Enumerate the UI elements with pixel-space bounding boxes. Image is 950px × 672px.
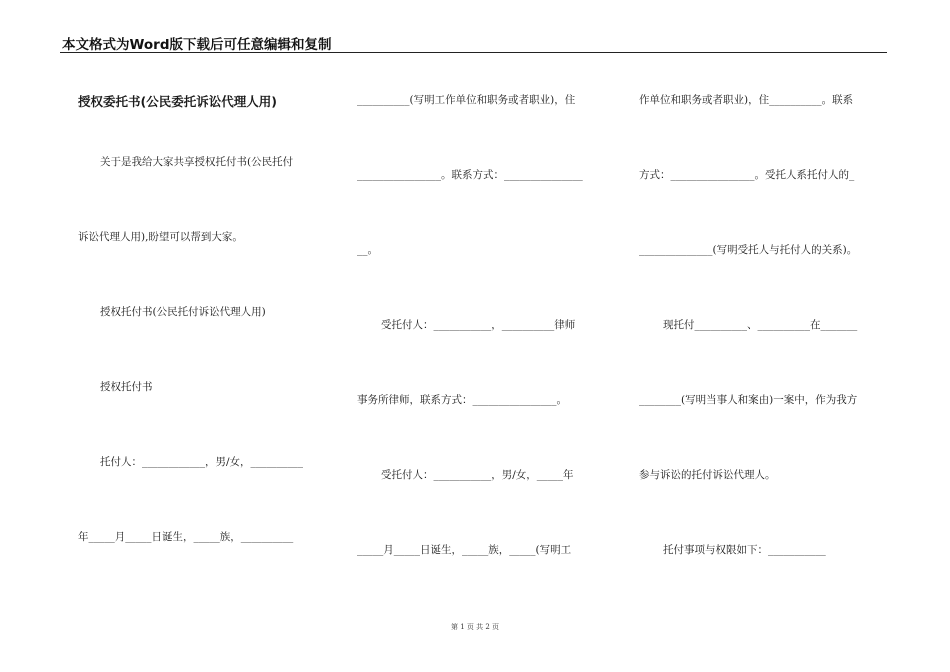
paragraph-line: 托付事项与权限如下：___________ [663, 544, 826, 556]
paragraph-line: 参与诉讼的托付诉讼代理人。 [639, 469, 776, 481]
paragraph-line: _____月_____日诞生，_____族，_____(写明工 [357, 544, 572, 556]
paragraph-line: 方式：________________。受托人系托付人的_ [639, 169, 855, 181]
header-title: 本文格式为Word版下载后可任意编辑和复制 [62, 37, 332, 53]
paragraph-line: 年_____月_____日诞生，_____族，__________ [78, 531, 294, 543]
paragraph-line: 事务所律师，联系方式：________________。 [357, 394, 567, 406]
paragraph-line: 授权托付书(公民托付诉讼代理人用) [100, 306, 266, 318]
header-divider [60, 52, 887, 53]
page-number: 第 1 页 共 2 页 [450, 623, 500, 631]
paragraph-line: __________(写明工作单位和职务或者职业)，住 [357, 94, 576, 106]
document-title: 授权委托书(公民委托诉讼代理人用) [78, 94, 277, 109]
paragraph-line: 作单位和职务或者职业)，住__________。联系 [639, 94, 854, 106]
paragraph-line: ________________。联系方式：_______________ [357, 169, 583, 181]
paragraph-line: ______________(写明受托人与托付人的关系)。 [639, 244, 858, 256]
paragraph-line: 托付人：____________，男/女，__________ [100, 456, 304, 468]
paragraph-line: 关于是我给大家共享授权托付书(公民托付 [100, 156, 294, 168]
paragraph-line: 受托付人：___________，男/女，_____年 [381, 469, 574, 481]
paragraph-line: 受托付人：___________，__________律师 [381, 319, 576, 331]
paragraph-line: 现托付__________、__________在_______ [663, 319, 858, 331]
paragraph-line: __。 [357, 244, 378, 256]
paragraph-line: 诉讼代理人用),盼望可以帮到大家。 [78, 231, 243, 243]
paragraph-line: 授权托付书 [100, 381, 153, 393]
paragraph-line: ________(写明当事人和案由)一案中，作为我方 [639, 394, 858, 406]
